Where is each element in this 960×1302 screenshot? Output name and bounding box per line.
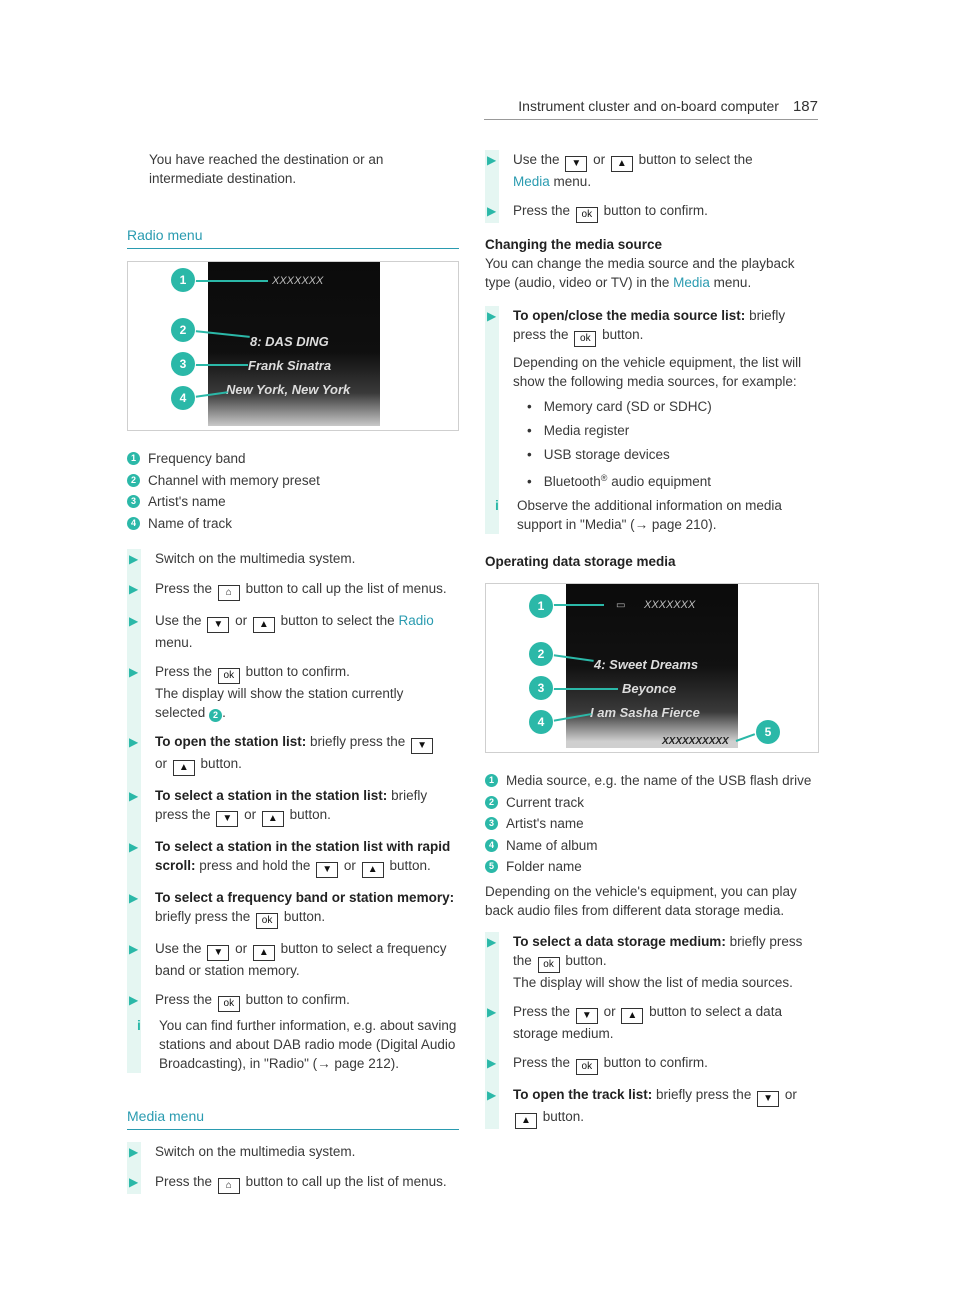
step: ▶ Use the ▼ or ▲ button to select the Radio menu. (127, 611, 459, 652)
step-arrow-icon: ▶ (129, 551, 139, 566)
media-source-steps (485, 306, 819, 534)
step: ▶ Press the ⌂ button to call up the list of menus. (127, 1172, 459, 1194)
media-current-track: 4: Sweet Dreams (594, 657, 699, 672)
step-arrow-icon: ▶ (129, 613, 139, 628)
right-column (485, 150, 819, 1129)
list-item: • Memory card (SD or SDHC) (527, 397, 815, 416)
media-folder-name: XXXXXXXXXX (662, 736, 729, 747)
header-rule (484, 119, 818, 120)
step: ▶ Switch on the multimedia system. (127, 1142, 459, 1162)
ok-key-icon: ok (576, 207, 598, 223)
step-arrow-icon: ▶ (129, 664, 139, 679)
radio-steps (127, 549, 459, 1073)
media-album: I am Sasha Fierce (590, 705, 700, 720)
radio-note: i You can find further information, e.g. about saving stations and about DAB radio mode (Digital Audio Broadcasting), in "Radio" (→ page 212). (127, 1016, 459, 1073)
step: ▶ To open the station list: briefly press the ▼ or ▲ button. (127, 732, 459, 776)
radio-menu-heading: Radio menu (127, 226, 459, 249)
radio-callout-3: 3 (171, 352, 195, 376)
step-arrow-icon: ▶ (129, 734, 139, 749)
radio-track: New York, New York (226, 382, 351, 397)
media-source-list (513, 397, 815, 491)
up-key-icon: ▲ (515, 1113, 537, 1129)
media-display-figure (485, 583, 819, 753)
list-item: • Media register (527, 421, 815, 440)
step: ▶ Switch on the multimedia system. (127, 549, 459, 569)
legend-item: 2 Current track (485, 793, 819, 812)
media-steps (127, 1142, 459, 1194)
step: ▶ Use the ▼ or ▲ button to select a frequency band or station memory. (127, 939, 459, 980)
storage-steps (485, 932, 819, 1129)
step-arrow-icon: ▶ (129, 839, 139, 854)
media-legend (485, 771, 819, 876)
step: ▶ To select a data storage medium: briefly press the ok button. The display will show the list of media sources. (485, 932, 819, 992)
step-arrow-icon: ▶ (129, 581, 139, 596)
step: ▶ Press the ▼ or ▲ button to select a data storage medium. (485, 1002, 819, 1043)
list-item: • Bluetooth® audio equipment (527, 469, 815, 491)
callout-ref: 2 (209, 709, 222, 722)
radio-artist: Frank Sinatra (248, 358, 332, 373)
changing-media-source-heading: Changing the media source (485, 237, 663, 252)
intro-text: You have reached the destination or an intermediate destination. (149, 152, 384, 186)
radio-callout-2: 2 (171, 318, 195, 342)
step-arrow-icon: ▶ (487, 153, 497, 167)
step-arrow-icon: ▶ (129, 1174, 139, 1189)
step: ▶ Press the ok button to confirm. (127, 990, 459, 1012)
media-callout-5: 5 (756, 720, 780, 744)
page-header (484, 96, 818, 116)
radio-callout-4: 4 (171, 386, 195, 410)
ok-key-icon: ok (218, 668, 240, 684)
step-arrow-icon: ▶ (129, 890, 139, 905)
up-key-icon: ▲ (253, 617, 275, 633)
step-arrow-icon: ▶ (129, 992, 139, 1007)
info-icon: i (495, 497, 499, 513)
radio-leader-3 (194, 364, 248, 366)
step-arrow-icon: ▶ (487, 935, 497, 949)
down-key-icon: ▼ (316, 862, 338, 878)
step: ▶ Press the ok button to confirm. The display will show the station currently selected 2 . (127, 662, 459, 722)
radio-callout-1: 1 (171, 268, 195, 292)
home-key-icon: ⌂ (218, 1178, 240, 1194)
legend-item: 4 Name of track (127, 514, 459, 533)
storage-text: Depending on the vehicle's equipment, you can play back audio files from different data storage media. (485, 884, 797, 918)
ok-key-icon: ok (218, 996, 240, 1012)
legend-item: 1 Media source, e.g. the name of the USB flash drive (485, 771, 819, 790)
down-key-icon: ▼ (207, 945, 229, 961)
step-arrow-icon: ▶ (487, 1005, 497, 1019)
ok-key-icon: ok (538, 957, 560, 973)
media-menu-link: Media (513, 174, 550, 189)
list-item: • USB storage devices (527, 445, 815, 464)
legend-item: 3 Artist's name (485, 814, 819, 833)
step: ▶ Press the ok button to confirm. (485, 201, 819, 223)
radio-display-figure (127, 261, 459, 431)
step-arrow-icon: ▶ (129, 941, 139, 956)
down-key-icon: ▼ (576, 1008, 598, 1024)
media-note: i Observe the additional information on media support in "Media" (→ page 210). (485, 496, 819, 534)
home-key-icon: ⌂ (218, 585, 240, 601)
up-key-icon: ▲ (611, 156, 633, 172)
media-callout-4: 4 (529, 710, 553, 734)
down-key-icon: ▼ (411, 738, 433, 754)
down-key-icon: ▼ (216, 811, 238, 827)
step: ▶ To open the track list: briefly press the ▼ or ▲ button. (485, 1085, 819, 1129)
step-arrow-icon: ▶ (129, 1144, 139, 1159)
radio-legend (127, 449, 459, 533)
legend-item: 2 Channel with memory preset (127, 471, 459, 490)
up-key-icon: ▲ (253, 945, 275, 961)
page-number: 187 (792, 98, 818, 115)
step: ▶ Press the ⌂ button to call up the list of menus. (127, 579, 459, 601)
changing-media-text: You can change the media source and the playback type (audio, video or TV) in the Media menu. (485, 256, 795, 290)
step-arrow-icon: ▶ (487, 309, 497, 323)
media-menu-heading: Media menu (127, 1107, 459, 1130)
media-source-name: XXXXXXX (644, 599, 696, 611)
down-key-icon: ▼ (565, 156, 587, 172)
media-usb-icon: ▭ (616, 600, 626, 611)
step-arrow-icon: ▶ (129, 788, 139, 803)
left-column (127, 150, 459, 1194)
step: ▶ Use the ▼ or ▲ button to select the Media menu. (485, 150, 819, 191)
ok-key-icon: ok (574, 331, 596, 347)
step: ▶ To open/close the media source list: briefly press the ok button. Depending on the vehicle equipment, the list will show the following media sources, for example: • Memory card (SD or SDHC) • Media register • USB storage devices • Bluetooth® audio equipment (485, 306, 819, 496)
radio-channel-preset: 8: DAS DING (250, 334, 329, 349)
step-arrow-icon: ▶ (487, 1088, 497, 1102)
up-key-icon: ▲ (262, 811, 284, 827)
step: ▶ To select a station in the station list with rapid scroll: press and hold the ▼ or ▲ button. (127, 837, 459, 878)
step: ▶ Press the ok button to confirm. (485, 1053, 819, 1075)
legend-item: 1 Frequency band (127, 449, 459, 468)
legend-item: 3 Artist's name (127, 492, 459, 511)
media-leader-5 (736, 733, 755, 742)
radio-menu-link: Radio (398, 612, 434, 628)
data-storage-heading: Operating data storage media (485, 554, 676, 569)
media-artist: Beyonce (622, 681, 677, 696)
step-arrow-icon: ▶ (487, 1056, 497, 1070)
legend-item: 4 Name of album (485, 836, 819, 855)
media-callout-3: 3 (529, 676, 553, 700)
down-key-icon: ▼ (207, 617, 229, 633)
step: ▶ To select a frequency band or station memory: briefly press the ok button. (127, 888, 459, 929)
legend-item: 5 Folder name (485, 857, 819, 876)
up-key-icon: ▲ (173, 760, 195, 776)
media-select-steps (485, 150, 819, 223)
radio-frequency-band: XXXXXXX (272, 275, 324, 287)
radio-leader-1 (194, 280, 268, 282)
up-key-icon: ▲ (362, 862, 384, 878)
header-title: Instrument cluster and on-board computer (518, 98, 779, 114)
media-callout-2: 2 (529, 642, 553, 666)
media-leader-1 (552, 604, 604, 606)
step-arrow-icon: ▶ (487, 204, 497, 218)
step: ▶ To select a station in the station list: briefly press the ▼ or ▲ button. (127, 786, 459, 827)
ok-key-icon: ok (256, 913, 278, 929)
media-leader-3 (552, 688, 618, 690)
down-key-icon: ▼ (757, 1091, 779, 1107)
media-callout-1: 1 (529, 594, 553, 618)
up-key-icon: ▲ (621, 1008, 643, 1024)
ok-key-icon: ok (576, 1059, 598, 1075)
info-icon: i (137, 1016, 141, 1033)
